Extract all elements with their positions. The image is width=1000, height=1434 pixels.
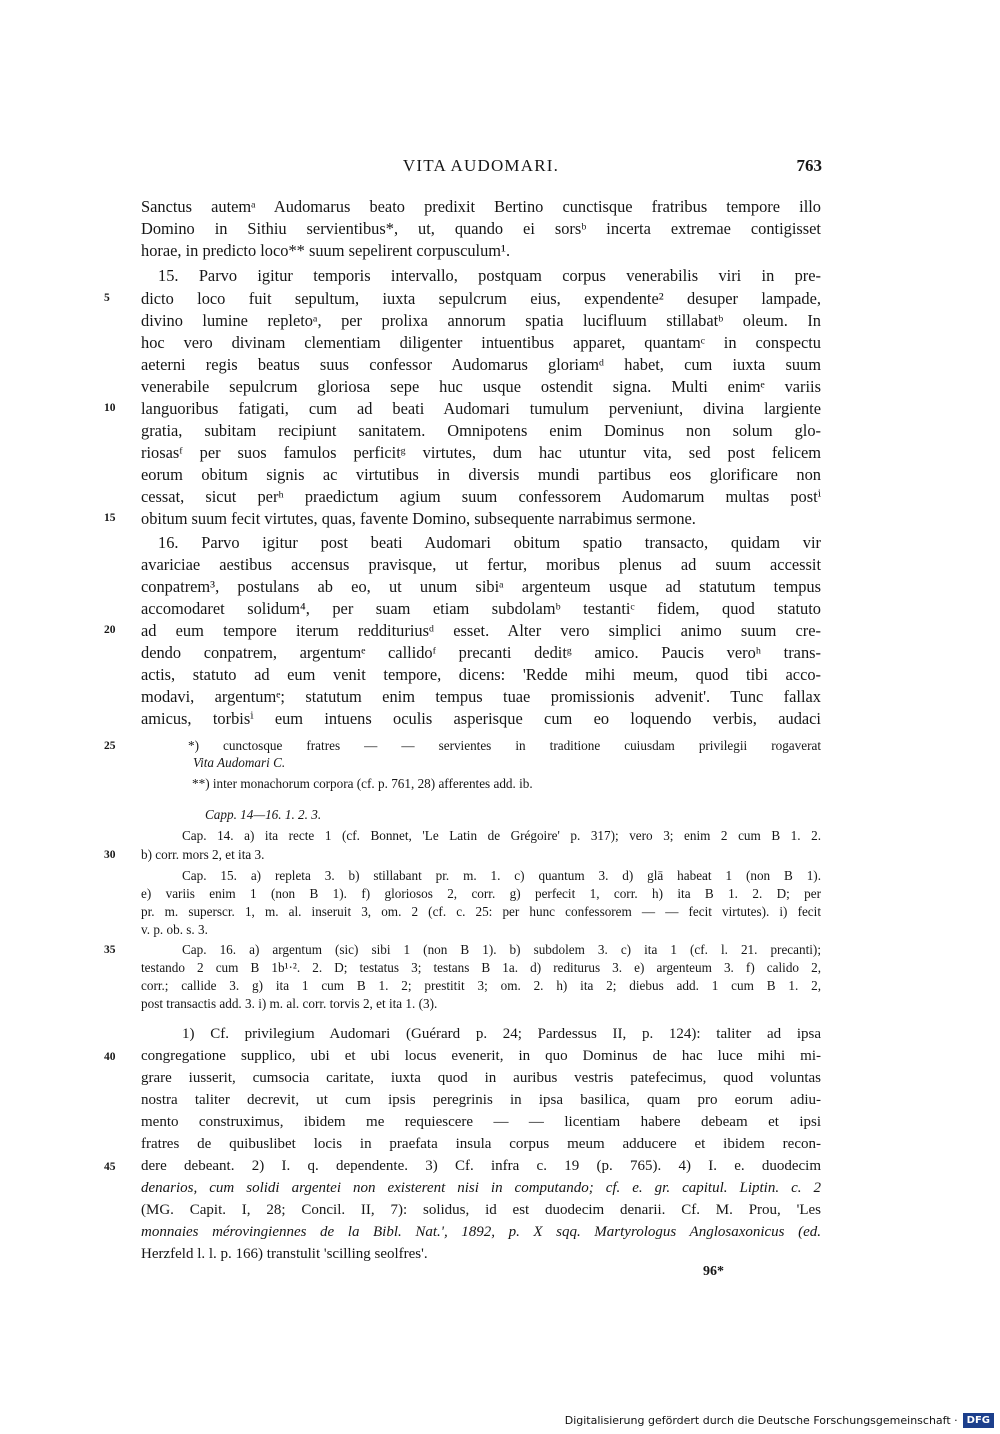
text-line: eorum obitum signis ac virtutibus in diversis mundi partibus eos glorificare non — [141, 465, 821, 484]
text-line: venerabile sepulcrum gloriosa sepe huc usque ostendit signa. Multi enimᵉ variis — [141, 377, 821, 396]
apparatus-line: Capp. 14—16. 1. 2. 3. — [205, 807, 322, 822]
page-header — [140, 156, 822, 182]
commentary-line: fratres de quibuslibet locis in praefata insula corpus meum adducere et ibidem recon- — [141, 1136, 821, 1152]
text-line: horae, in predicto loco** suum sepelirent corpusculum¹. — [141, 241, 511, 260]
text-line: modavi, argentumᵉ; statutum enim tempus tuae promissionis advenit'. Tunc fallax — [141, 687, 821, 706]
apparatus-line: pr. m. superscr. 1, m. al. inseruit 3, om. 2 (cf. c. 25: per hunc confessorem — — fecit virtutes). i) fecit — [141, 904, 821, 919]
text-line: riosasᶠ per suos famulos perficitᵍ virtutes, dum hac utuntur vita, sed post felicem — [141, 443, 821, 462]
running-title: VITA AUDOMARI. — [402, 156, 560, 175]
commentary-line: Herzfeld l. l. p. 166) transtulit 'scilling seolfres'. — [141, 1246, 428, 1262]
commentary-line: congregatione supplico, ubi et ubi locus evenerit, in quo Dominus de hac luce mihi mi- — [141, 1048, 821, 1064]
apparatus-line: Cap. 14. a) ita recte 1 (cf. Bonnet, 'Le Latin de Grégoire' p. 317); vero 3; enim 2 cum B 1. 2. — [182, 828, 821, 843]
apparatus-line: testando 2 cum B 1b¹·². 2. D; testatus 3; testans B 1a. d) rediturus 3. e) argenteum 3. f) calido 2, — [141, 960, 821, 975]
commentary-line: (MG. Capit. I, 28; Concil. II, 7): solidus, id est duodecim denarii. Cf. M. Prou, 'Les — [141, 1202, 821, 1218]
page-number: 763 — [796, 156, 822, 175]
text-line: ad eum tempore iterum reddituriusᵈ esset. Alter vero simplici animo suum cre- — [141, 621, 821, 640]
text-line: gratia, subitam recipiunt sanitatem. Omnipotens enim Dominus non solum glo- — [141, 421, 821, 440]
apparatus-line: b) corr. mors 2, et ita 3. — [141, 847, 265, 862]
text-line: amicus, torbisⁱ eum intuens oculis asperisque cum eo loquendo verbis, audaci — [141, 709, 821, 728]
apparatus-line: post transactis add. 3. i) m. al. corr. torvis 2, et ita 1. (3). — [141, 996, 438, 1011]
text-line: actis, statuto ad eum venit tempore, dicens: 'Redde mihi meum, quod tibi acco- — [141, 665, 821, 684]
commentary-line: monnaies mérovingiennes de la Bibl. Nat.', 1892, p. X sqq. Martyrologus Anglosaxonicus (ed. — [141, 1224, 821, 1240]
margin-number: 10 — [104, 402, 116, 414]
commentary-line: denarios, cum solidi argentei non existerent nisi in computando; cf. e. gr. capitul. Liptin. c. 2 — [141, 1180, 821, 1196]
note-line: Vita Audomari C. — [193, 755, 286, 770]
text-line: 15. Parvo igitur temporis intervallo, postquam corpus venerabilis viri in pre- — [158, 266, 821, 285]
note-line: **) inter monachorum corpora (cf. p. 761, 28) afferentes add. ib. — [192, 776, 533, 791]
margin-number: 30 — [104, 849, 116, 861]
text-line: dendo conpatrem, argentumᵉ callidoᶠ precanti deditᵍ amico. Paucis veroʰ trans- — [141, 643, 821, 662]
text-line: cessat, sicut perʰ praedictum agium suum confessorem Audomarum multas postⁱ — [141, 487, 821, 506]
signature-mark: 96* — [703, 1264, 724, 1279]
text-line: hoc vero divinam clementiam diligenter intuentibus apparet, quantamᶜ in conspectu — [141, 333, 821, 352]
text-line: Sanctus autemᵃ Audomarus beato predixit Bertino cunctisque fratribus tempore illo — [141, 197, 821, 216]
margin-number: 20 — [104, 624, 116, 636]
margin-number: 5 — [104, 292, 110, 304]
apparatus-line: Cap. 15. a) repleta 3. b) stillabant pr. m. 1. c) quantum 3. d) glā habeat 1 (non B 1). — [182, 868, 821, 883]
margin-number: 45 — [104, 1161, 116, 1173]
commentary-line: dere debeant. 2) I. q. dependente. 3) Cf. infra c. 19 (p. 765). 4) I. e. duodecim — [141, 1158, 821, 1174]
note-line: *) cunctosque fratres — — servientes in traditione cuiusdam privilegii rogaverat — [188, 738, 821, 753]
margin-number: 35 — [104, 944, 116, 956]
apparatus-line: e) variis enim 1 (non B 1). f) gloriosos 2, corr. g) perfecit 1, corr. h) ita B 1. 2. D; per — [141, 886, 821, 901]
dfg-footer — [565, 1410, 994, 1430]
margin-number: 25 — [104, 740, 116, 752]
margin-number: 15 — [104, 512, 116, 524]
text-line: languoribus fatigati, cum ad beati Audomari tumulum perveniunt, divina largiente — [141, 399, 821, 418]
text-line: 16. Parvo igitur post beati Audomari obitum spatio transacto, quidam vir — [158, 533, 821, 552]
apparatus-line: Cap. 16. a) argentum (sic) sibi 1 (non B 1). b) subdolem 3. c) ita 1 (cf. l. 21. precanti); — [182, 942, 821, 957]
text-line: Domino in Sithiu servientibus*, ut, quando ei sorsᵇ incerta extremae contigisset — [141, 219, 821, 238]
text-line: dicto loco fuit sepultum, iuxta sepulcrum eius, expendente² desuper lampade, — [141, 289, 821, 308]
text-line: accomodaret solidum⁴, per suam etiam subdolamᵇ testantiᶜ fidem, quod statuto — [141, 599, 821, 618]
text-line: avariciae aestibus accensus pravisque, ut fertur, moribus plenus ad suum accessit — [141, 555, 821, 574]
text-line: aeterni regis beatus suus confessor Audomarus gloriamᵈ habet, cum iuxta suum — [141, 355, 821, 374]
commentary-line: grare iusserit, cumsocia caritate, iuxta quod in auribus vestris patefecimus, quod voluntas — [141, 1070, 821, 1086]
text-line: divino lumine repletoᵃ, per prolixa annorum spatia lucifluum stillabatᵇ oleum. In — [141, 311, 821, 330]
dfg-footer-text: Digitalisierung gefördert durch die Deutsche Forschungsgemeinschaft · — [564, 1413, 958, 1427]
commentary-line: 1) Cf. privilegium Audomari (Guérard p. 24; Pardessus II, p. 124): taliter ad ipsa — [182, 1026, 821, 1042]
dfg-logo-icon: DFG — [963, 1413, 994, 1428]
text-line: conpatrem³, postulans ab eo, ut unum sibiᵃ argenteum usque ad statutum tempus — [141, 577, 821, 596]
text-line: obitum suum fecit virtutes, quas, favente Domino, subsequente narrabimus sermone. — [141, 509, 696, 528]
apparatus-line: v. p. ob. s. 3. — [141, 922, 208, 937]
apparatus-line: corr.; callide 3. g) ita 1 cum B 1. 2; prestitit 3; om. 2. h) ita 2; diebus add. 1 cum B 1. 2, — [141, 978, 821, 993]
margin-number: 40 — [104, 1051, 116, 1063]
commentary-line: mento construximus, ibidem me requiescere — — licentiam habere debeam et ipsi — [141, 1114, 821, 1130]
commentary-line: nostra taliter decrevit, ut cum ipsis peregrinis in ipsa basilica, quam pro eorum adiu- — [141, 1092, 821, 1108]
